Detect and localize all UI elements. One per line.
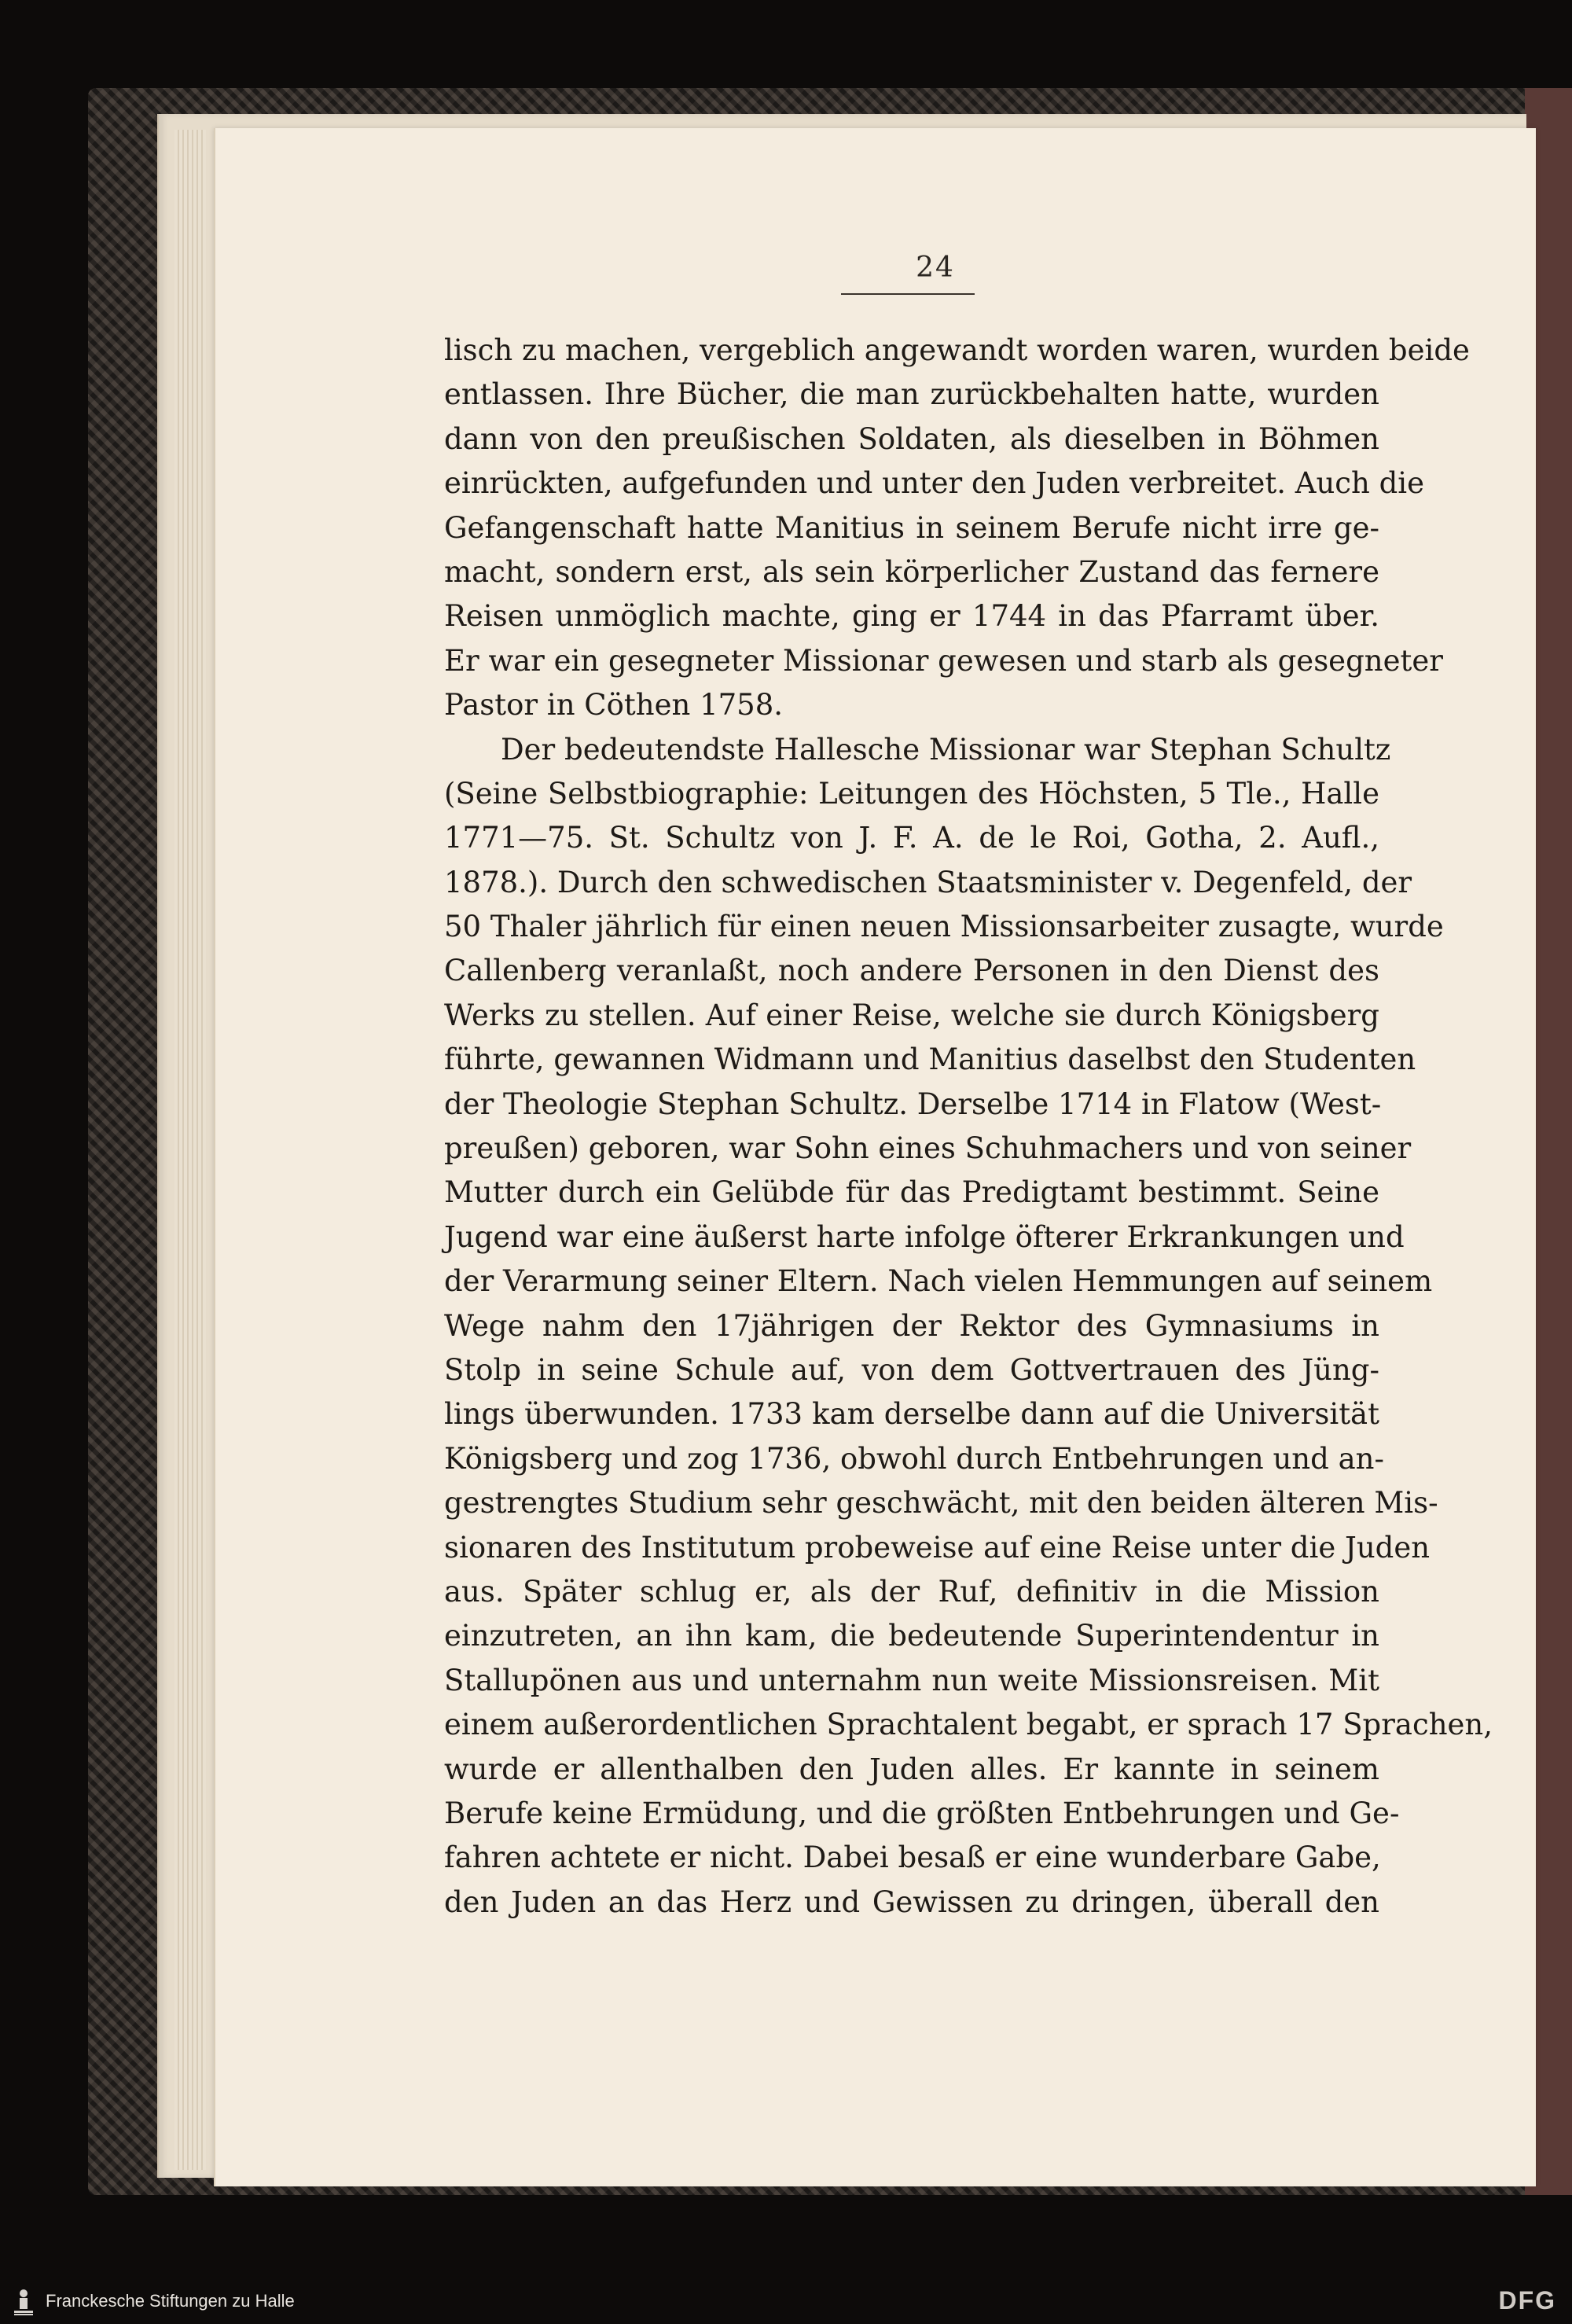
text-line: einzutreten, an ihn kam, die bedeutende Superintendentur in — [444, 1619, 1379, 1653]
text-line: Gefangenschaft hatte Manitius in seinem Berufe nicht irre ge- — [444, 510, 1379, 545]
text-line: wurde er allenthalben den Juden alles. Er kannte in seinem — [444, 1752, 1379, 1786]
text-line: den Juden an das Herz und Gewissen zu dringen, überall den — [444, 1885, 1379, 1919]
text-line: der Theologie Stephan Schultz. Derselbe 1714 in Flatow (West- — [444, 1087, 1382, 1121]
text-line: gestrengtes Studium sehr geschwächt, mit den beiden älteren Mis- — [444, 1486, 1438, 1521]
text-line: Reisen unmöglich machte, ging er 1744 in das Pfarramt über. — [444, 599, 1379, 634]
text-line: Königsberg und zog 1736, obwohl durch Entbehrungen und an- — [444, 1441, 1384, 1476]
text-line: lisch zu machen, vergeblich angewandt worden waren, wurden beide — [444, 333, 1470, 367]
text-line: (Seine Selbstbiographie: Leitungen des Höchsten, 5 Tle., Halle — [444, 776, 1379, 811]
dfg-logo: DFG — [1498, 2286, 1556, 2315]
page-number-rule — [841, 293, 975, 295]
text-line: Berufe keine Ermüdung, und die größten Entbehrungen und Ge- — [444, 1796, 1400, 1830]
text-line: dann von den preußischen Soldaten, als dieselben in Böhmen — [444, 421, 1379, 456]
text-line: entlassen. Ihre Bücher, die man zurückbehalten hatte, wurden — [444, 377, 1379, 412]
text-line: sionaren des Institutum probeweise auf eine Reise unter die Juden — [444, 1530, 1431, 1565]
text-line: aus. Später schlug er, als der Ruf, definitiv in die Mission — [444, 1574, 1379, 1609]
text-line: Wege nahm den 17jährigen der Rektor des Gymnasiums in — [444, 1308, 1379, 1343]
text-line: macht, sondern erst, als sein körperlicher Zustand das fernere — [444, 554, 1379, 589]
franckesche-stiftungen-logo-icon — [8, 2286, 39, 2318]
text-line: preußen) geboren, war Sohn eines Schuhmachers und von seiner — [444, 1131, 1412, 1166]
text-line: lings überwunden. 1733 kam derselbe dann auf die Universität — [444, 1397, 1379, 1432]
page-body-text — [444, 329, 1493, 1925]
text-line: einrückten, aufgefunden und unter den Juden verbreitet. Auch die — [444, 466, 1425, 501]
institution-label: Franckesche Stiftungen zu Halle — [46, 2291, 295, 2311]
text-line: einem außerordentlichen Sprachtalent begabt, er sprach 17 Sprachen, — [444, 1708, 1493, 1742]
text-line: 1878.). Durch den schwedischen Staatsminister v. Degenfeld, der — [444, 865, 1412, 899]
page-number: 24 — [916, 252, 955, 284]
text-line: Mutter durch ein Gelübde für das Predigtamt bestimmt. Seine — [444, 1175, 1379, 1210]
text-line: Er war ein gesegneter Missionar gewesen und starb als gesegneter — [444, 643, 1443, 678]
text-line: Stallupönen aus und unternahm nun weite Missionsreisen. Mit — [444, 1663, 1379, 1697]
text-line: Stolp in seine Schule auf, von dem Gottvertrauen des Jüng- — [444, 1352, 1379, 1387]
text-line: Der bedeutendste Hallesche Missionar war Stephan Schultz — [501, 732, 1391, 767]
text-line: 1771—75. St. Schultz von J. F. A. de le Roi, Gotha, 2. Aufl., — [444, 821, 1379, 855]
text-line: Pastor in Cöthen 1758. — [444, 688, 783, 723]
text-line: führte, gewannen Widmann und Manitius daselbst den Studenten — [444, 1042, 1416, 1077]
text-line: 50 Thaler jährlich für einen neuen Missionsarbeiter zusagte, wurde — [444, 910, 1444, 944]
text-line: fahren achtete er nicht. Dabei besaß er eine wunderbare Gabe, — [444, 1840, 1381, 1875]
text-line: Callenberg veranlaßt, noch andere Personen in den Dienst des — [444, 954, 1379, 988]
text-line: Jugend war eine äußerst harte infolge öfterer Erkrankungen und — [444, 1219, 1405, 1254]
text-line: der Verarmung seiner Eltern. Nach vielen Hemmungen auf seinem — [444, 1264, 1433, 1299]
text-line: Werks zu stellen. Auf einer Reise, welche sie durch Königsberg — [444, 998, 1379, 1032]
